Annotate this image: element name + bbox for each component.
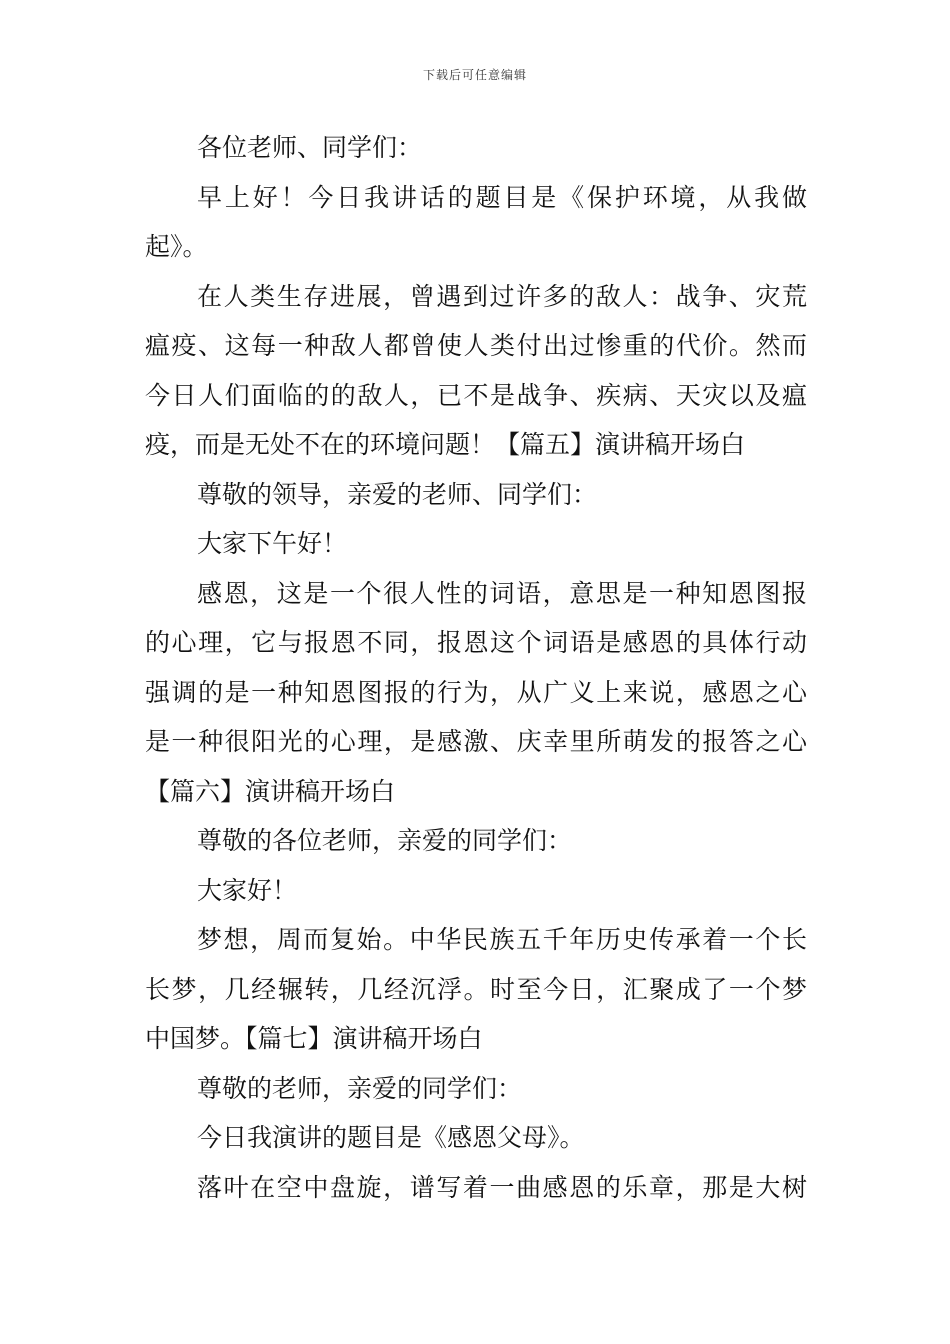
paragraph-line: 今日我演讲的题目是《感恩父母》。 bbox=[197, 1123, 585, 1152]
paragraph-line: 感恩，这是一个很人性的词语，意思是一种知恩图报 bbox=[197, 578, 807, 608]
paragraph-line: 早上好！今日我讲话的题目是《保护环境，从我做 bbox=[197, 182, 807, 212]
salutation-line: 尊敬的各位老师，亲爱的同学们： bbox=[197, 826, 573, 855]
paragraph-line: 在人类生存进展，曾遇到过许多的敌人：战争、灾荒 bbox=[197, 281, 807, 311]
document-body bbox=[145, 123, 807, 1212]
salutation-line: 各位老师、同学们： bbox=[197, 133, 423, 162]
section-heading-line: 【篇六】演讲稿开场白 bbox=[145, 776, 396, 806]
paragraph-line: 落叶在空中盘旋，谱写着一曲感恩的乐章，那是大树 bbox=[197, 1172, 807, 1202]
salutation-line: 尊敬的领导，亲爱的老师、同学们： bbox=[197, 479, 598, 509]
paragraph-line: 的心理，它与报恩不同，报恩这个词语是感恩的具体行动 bbox=[145, 628, 807, 657]
paragraph-line: 是一种很阳光的心理，是感激、庆幸里所萌发的报答之心 bbox=[145, 727, 807, 756]
header-note: 下载后可任意编辑 bbox=[422, 68, 527, 82]
greeting-line: 大家下午好！ bbox=[197, 529, 348, 558]
paragraph-line: 长梦，几经辗转，几经沉浮。时至今日，汇聚成了一个梦 bbox=[145, 974, 807, 1004]
paragraph-line: 强调的是一种知恩图报的行为，从广义上来说，感恩之心 bbox=[145, 677, 807, 707]
paragraph-line: 梦想，周而复始。中华民族五千年历史传承着一个长 bbox=[197, 925, 807, 954]
paragraph-line: 起》。 bbox=[145, 232, 208, 261]
salutation-line: 尊敬的老师，亲爱的同学们： bbox=[197, 1073, 523, 1103]
greeting-line: 大家好！ bbox=[197, 875, 298, 905]
paragraph-line: 瘟疫、这每一种敌人都曾使人类付出过惨重的代价。然而 bbox=[145, 331, 807, 360]
paragraph-line: 疫，而是无处不在的环境问题！【篇五】演讲稿开场白 bbox=[145, 430, 746, 459]
paragraph-line: 中国梦。【篇七】演讲稿开场白 bbox=[145, 1024, 483, 1053]
paragraph-line: 今日人们面临的的敌人，已不是战争、疾病、天灾以及瘟 bbox=[145, 380, 807, 410]
